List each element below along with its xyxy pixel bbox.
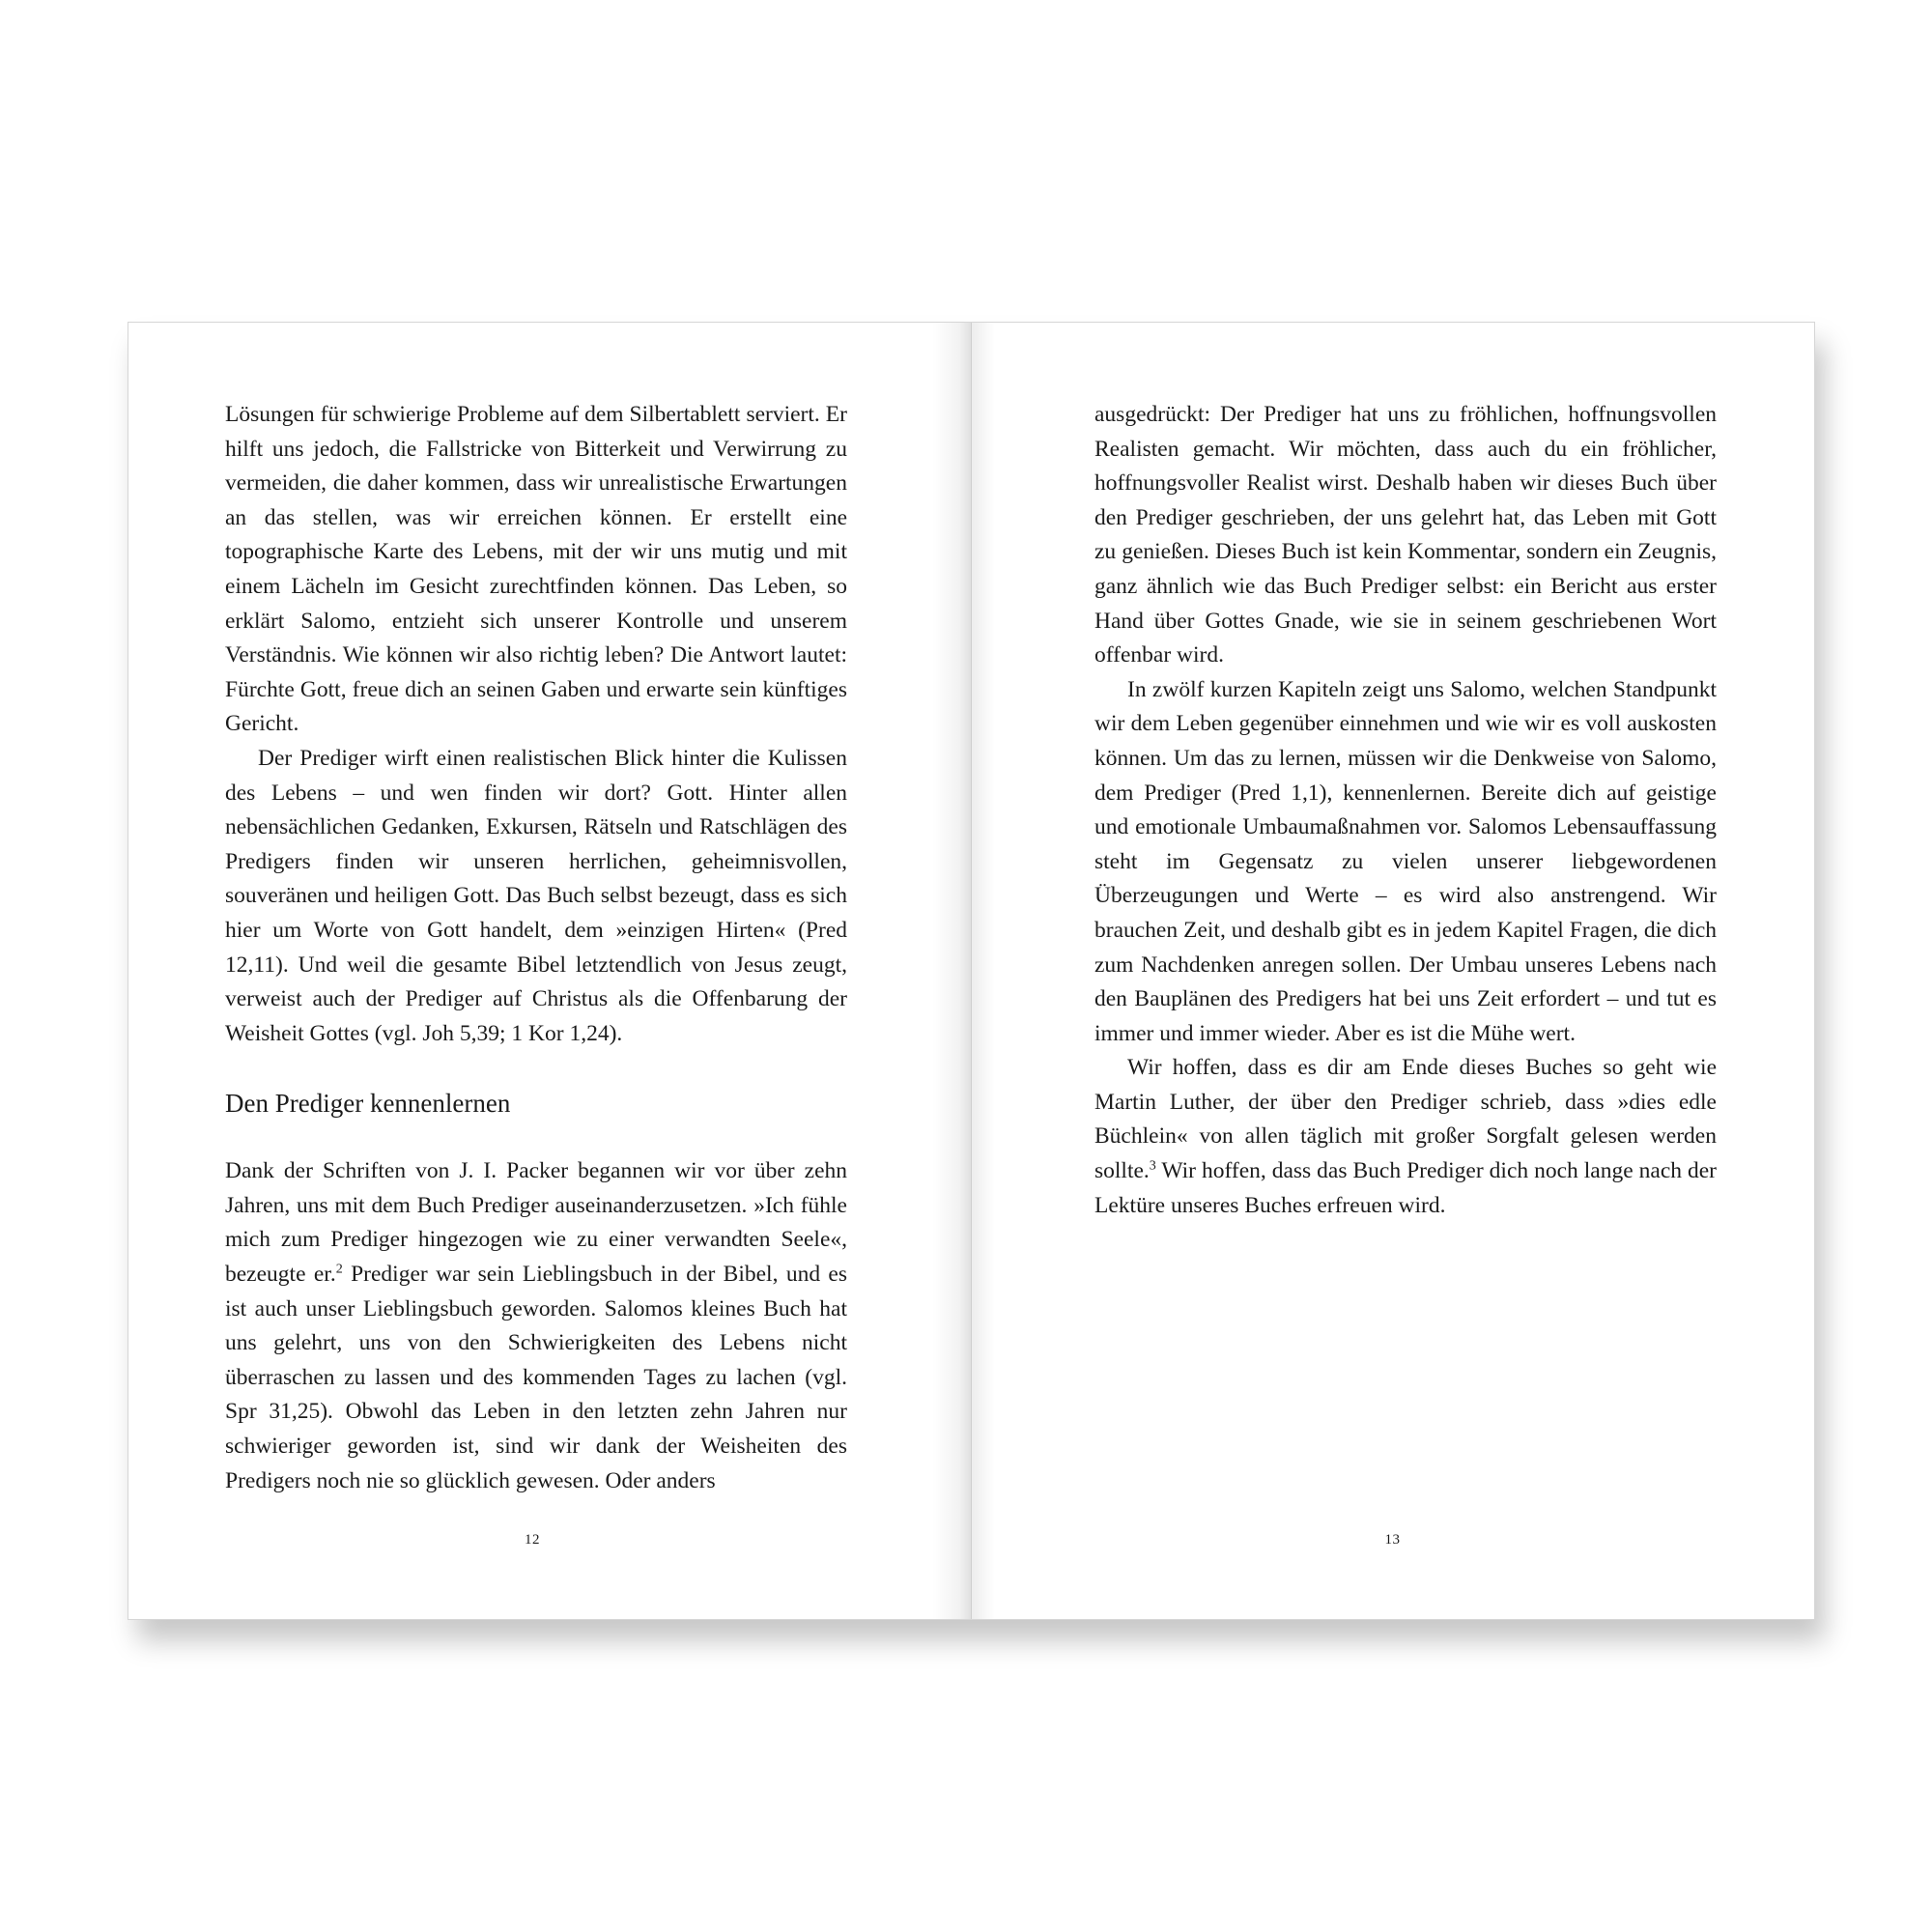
section-heading: Den Prediger kennenlernen — [225, 1089, 511, 1119]
footnote-marker: 3 — [1149, 1157, 1156, 1174]
paragraph — [1094, 1051, 1717, 1223]
page-number: 13 — [1384, 1532, 1401, 1548]
book-spread — [128, 322, 1815, 1620]
paragraph-text: Wir hoffen, dass das Buch Prediger dich noch lange nach der Lektüre unseres Buches erfreuen wird. — [1094, 1158, 1717, 1218]
paragraph-text: Dank der Schriften von J. I. Packer begannen wir vor über zehn Jahren, uns mit dem Buch Prediger auseinanderzusetzen. »Ich fühle mich zum Prediger hingezogen wie zu einer verwandten Seele«, bezeugte er. — [225, 1158, 847, 1288]
footnote-marker: 2 — [335, 1261, 343, 1277]
paragraph: Der Prediger wirft einen realistischen Blick hinter die Kulissen des Lebens – und wen finden wir dort? Gott. Hinter allen nebensächlichen Gedanken, Exkursen, Rätseln und Ratschlägen des Predigers finden wir unseren herrlichen, geheimnisvollen, souveränen und heiligen Gott. Das Buch selbst bezeugt, dass es sich hier um Worte von Gott handelt, dem »einzigen Hirten« (Pred 12,11). Und weil die gesamte Bibel letztendlich von Jesus zeugt, verweist auch der Prediger auf Christus als die Offenbarung der Weisheit Gottes (vgl. Joh 5,39; 1 Kor 1,24). — [225, 745, 847, 1046]
right-page — [971, 323, 1814, 1619]
page-number: 12 — [525, 1532, 540, 1548]
paragraph-text: Prediger war sein Lieblingsbuch in der Bibel, und es ist auch unser Lieblingsbuch geworden. Salomos kleines Buch hat uns gelehrt, uns von den Schwierigkeiten des Lebens nicht überraschen zu lassen und des kommenden Tages zu lachen (vgl. Spr 31,25). Obwohl das Leben in den letzten zehn Jahren nur schwieriger geworden ist, sind wir dank der Weisheiten des Predigers noch nie so glücklich gewesen. Oder anders — [225, 1262, 847, 1493]
left-page — [128, 323, 971, 1619]
paragraph-text: Wir hoffen, dass es dir am Ende dieses Buches so geht wie Martin Luther, der über den Prediger schrieb, dass »dies edle Büchlein« von allen täglich mit großer Sorgfalt gelesen werden sollte. — [1094, 1055, 1717, 1184]
paragraph — [225, 1154, 847, 1498]
paragraph: ausgedrückt: Der Prediger hat uns zu fröhlichen, hoffnungsvollen Realisten gemacht. Wir möchten, dass auch du ein fröhlicher, hoffnungsvoller Realist wirst. Deshalb haben wir dieses Buch über den Prediger geschrieben, der uns gelehrt hat, das Leben mit Gott zu genießen. Dieses Buch ist kein Kommentar, sondern ein Zeugnis, ganz ähnlich wie das Buch Prediger selbst: ein Bericht aus erster Hand über Gottes Gnade, wie sie in seinem geschriebenen Wort offenbar wird. — [1094, 402, 1717, 668]
paragraph: Lösungen für schwierige Probleme auf dem Silbertablett serviert. Er hilft uns jedoch, die Fallstricke von Bitterkeit und Verwirrung zu vermeiden, die daher kommen, dass wir unrealistische Erwartungen an das stellen, was wir erreichen können. Er erstellt eine topographische Karte des Lebens, mit der wir uns mutig und mit einem Lächeln im Gesicht zurechtfinden können. Das Leben, so erklärt Salomo, entzieht sich unserer Kontrolle und unserem Verständnis. Wie können wir also richtig leben? Die Antwort lautet: Fürchte Gott, freue dich an seinen Gaben und erwarte sein künftiges Gericht. — [225, 402, 847, 737]
paragraph: In zwölf kurzen Kapiteln zeigt uns Salomo, welchen Standpunkt wir dem Leben gegenüber einnehmen und wie wir es voll auskosten können. Um das zu lernen, müssen wir die Denkweise von Salomo, dem Prediger (Pred 1,1), kennenlernen. Bereite dich auf geistige und emotionale Umbaumaßnahmen vor. Salomos Lebensauffassung steht im Gegensatz zu vielen unserer liebgewordenen Überzeugungen und Werte – es wird also anstrengend. Wir brauchen Zeit, und deshalb gibt es in jedem Kapitel Fragen, die dich zum Nachdenken anregen sollen. Der Umbau unseres Lebens nach den Bauplänen des Predigers hat bei uns Zeit erfordert – und tut es immer und immer wieder. Aber es ist die Mühe wert. — [1094, 676, 1717, 1046]
left-page-text — [225, 398, 847, 1498]
right-page-text — [1094, 398, 1717, 1223]
gutter-shadow — [932, 323, 971, 1619]
gutter-shadow — [971, 323, 995, 1619]
